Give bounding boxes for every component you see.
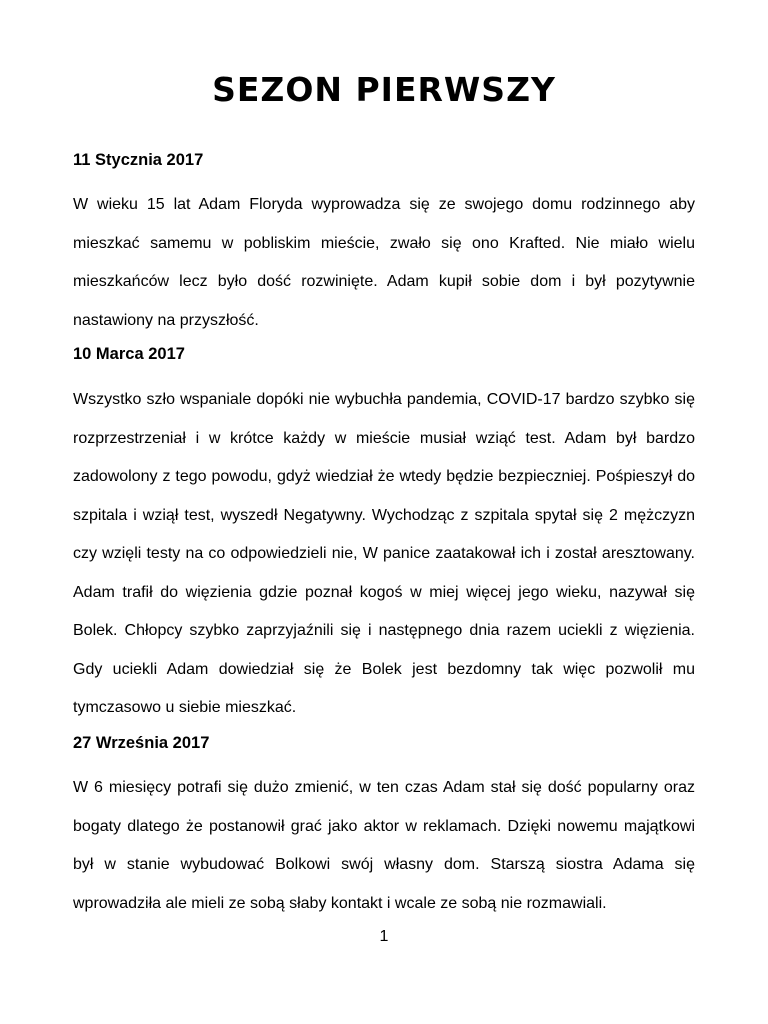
page-number: 1: [379, 928, 389, 945]
section-entry: [73, 344, 695, 728]
section-paragraph: W 6 miesięcy potrafi się dużo zmienić, w ten czas Adam stał się dość popularny oraz bogaty dlatego że postanowił grać jako aktor w reklamach. Dzięki nowemu majątkowi był w stanie wybudować Bolkowi swój własny dom. Starszą siostra Adama się wprowadziła ale mieli ze sobą słaby kontakt i wcale ze sobą nie rozmawiali.: [73, 779, 695, 912]
section-paragraph: W wieku 15 lat Adam Floryda wyprowadza się ze swojego domu rodzinnego aby mieszkać samemu w pobliskim mieście, zwało się ono Krafted. Nie miało wielu mieszkańców lecz było dość rozwinięte. Adam kupił sobie dom i był pozytywnie nastawiony na przyszłość.: [73, 196, 695, 329]
section-entry: [73, 733, 695, 923]
section-date: 11 Stycznia 2017: [73, 151, 204, 169]
section-date: 27 Września 2017: [73, 734, 210, 752]
section-paragraph: Wszystko szło wspaniale dopóki nie wybuchła pandemia, COVID-17 bardzo szybko się rozprzestrzeniał i w krótce każdy w mieście musiał wziąć test. Adam był bardzo zadowolony z tego powodu, gdyż wiedział że wtedy będzie bezpieczniej. Pośpieszył do szpitala i wziął test, wyszedł Negatywny. Wychodząc z szpitala spytał się 2 mężczyzn czy wzięli testy na co odpowiedzieli nie, W panice zaatakował ich i został aresztowany. Adam trafił do więzienia gdzie poznał kogoś w miej więcej jego wieku, nazywał się Bolek. Chłopcy szybko zaprzyjaźnili się i następnego dnia razem uciekli z więzienia. Gdy uciekli Adam dowiedział się że Bolek jest bezdomny tak więc pozwolił mu tymczasowo u siebie mieszkać.: [73, 391, 695, 716]
section-date: 10 Marca 2017: [73, 345, 185, 363]
page-title: SEZON PIERWSZY: [212, 70, 556, 109]
section-entry: [73, 150, 695, 340]
document-page: [73, 0, 695, 1024]
